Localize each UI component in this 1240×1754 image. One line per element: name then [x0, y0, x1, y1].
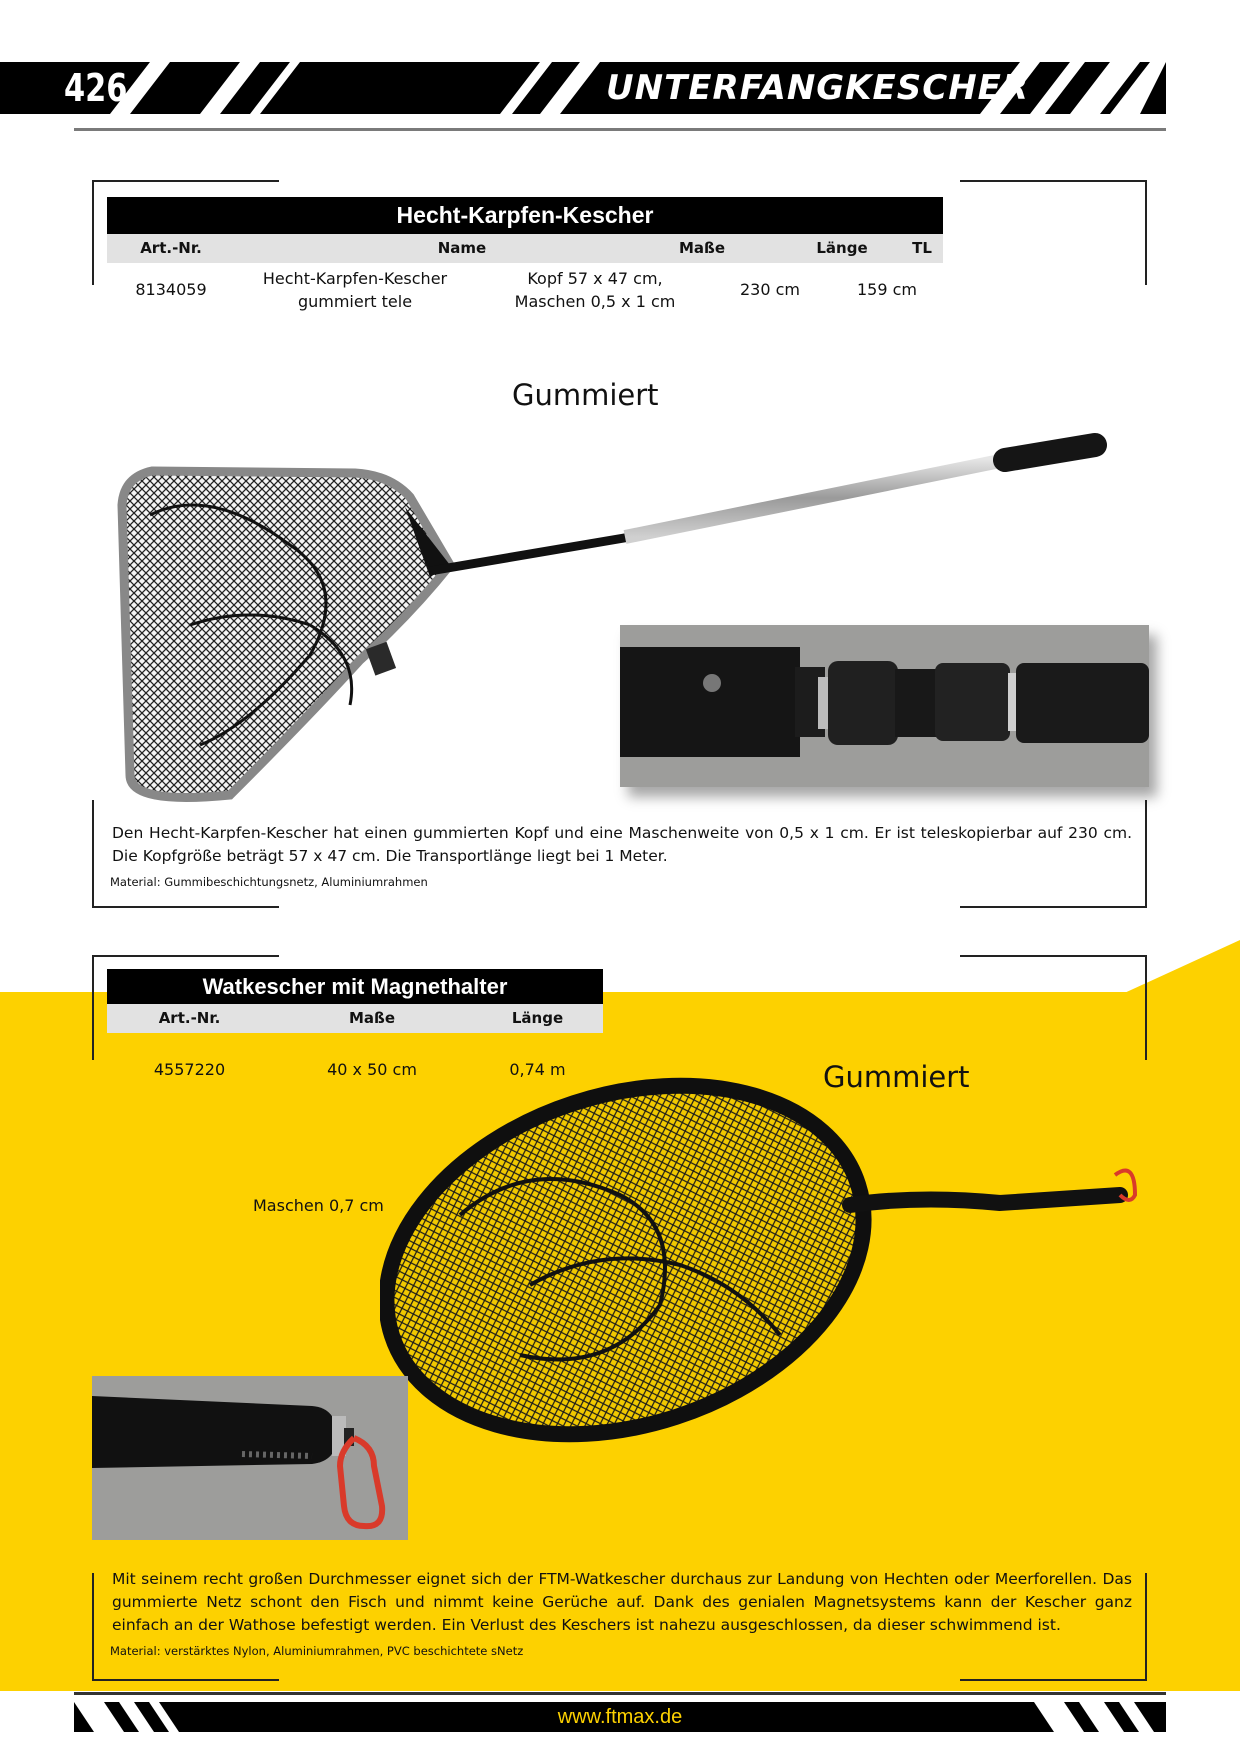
page-title: UNTERFANGKESCHER	[606, 68, 1030, 108]
cell-name-line1: Hecht-Karpfen-Kescher	[262, 269, 448, 288]
product-table-title: Hecht-Karpfen-Kescher	[107, 197, 943, 234]
product-description: Mit seinem recht großen Durchmesser eignet sich der FTM-Watkescher durchaus zur Landung von Hechten oder Meerforellen. Das gummierte Netz schont den Fisch und nimmt keine Gerüche auf. Dank des genialen Magnetsystems kann der Kescher ganz einfach an der Wathose befestigt werden. Ein Verlust des Keschers ist nahezu ausgeschlossen, da dieser schwimmend ist.	[112, 1570, 1132, 1634]
cell-laenge: 0,74 m	[509, 1060, 566, 1079]
cell-art-nr: 4557220	[153, 1060, 226, 1079]
cell-name-line2: gummiert tele	[297, 292, 413, 311]
product-table-header	[107, 1004, 603, 1033]
cell-masse-line1: Kopf 57 x 47 cm,	[527, 269, 663, 288]
telescope-detail-photo	[620, 625, 1149, 787]
mesh-size-label: Maschen 0,7 cm	[253, 1196, 384, 1215]
footer-divider	[74, 1692, 1166, 1695]
column-header-laenge: Länge	[816, 239, 868, 257]
product-description: Den Hecht-Karpfen-Kescher hat einen gummierten Kopf und eine Maschenweite von 0,5 x 1 cm. Er ist teleskopierbar auf 230 cm. Die Kopfgröße beträgt 57 x 47 cm. Die Transportlänge liegt bei 1 Meter.	[112, 824, 1132, 865]
column-header-art-nr: Art.-Nr.	[140, 239, 202, 257]
wading-net-image	[380, 1075, 1160, 1465]
material-info: Material: verstärktes Nylon, Aluminiumrahmen, PVC beschichtete sNetz	[110, 1644, 524, 1658]
rubberized-label: Gummiert	[512, 378, 659, 412]
product-table-title: Watkescher mit Magnethalter	[107, 969, 603, 1004]
column-header-art-nr: Art.-Nr.	[158, 1009, 221, 1027]
cell-art-nr: 8134059	[135, 280, 207, 299]
cell-masse: 40 x 50 cm	[327, 1060, 417, 1079]
column-header-name: Name	[437, 239, 487, 257]
column-header-laenge: Länge	[511, 1009, 564, 1027]
handle-detail-photo	[92, 1376, 408, 1540]
material-info: Material: Gummibeschichtungsnetz, Aluminiumrahmen	[110, 875, 428, 889]
column-header-masse: Maße	[348, 1009, 395, 1027]
header-divider	[74, 128, 1166, 131]
page-number: 426	[64, 66, 128, 110]
website-link[interactable]: www.ftmax.de	[557, 1706, 683, 1728]
product-table-header	[107, 234, 943, 263]
cell-masse-line2: Maschen 0,5 x 1 cm	[514, 292, 676, 311]
section1-bracket-top-right	[960, 180, 1147, 285]
cell-tl: 159 cm	[856, 280, 917, 299]
column-header-tl: TL	[912, 239, 932, 257]
cell-laenge: 230 cm	[739, 280, 800, 299]
rubberized-label: Gummiert	[823, 1060, 970, 1094]
column-header-masse: Maße	[678, 239, 725, 257]
section2-bracket-top-right	[960, 955, 1147, 1060]
